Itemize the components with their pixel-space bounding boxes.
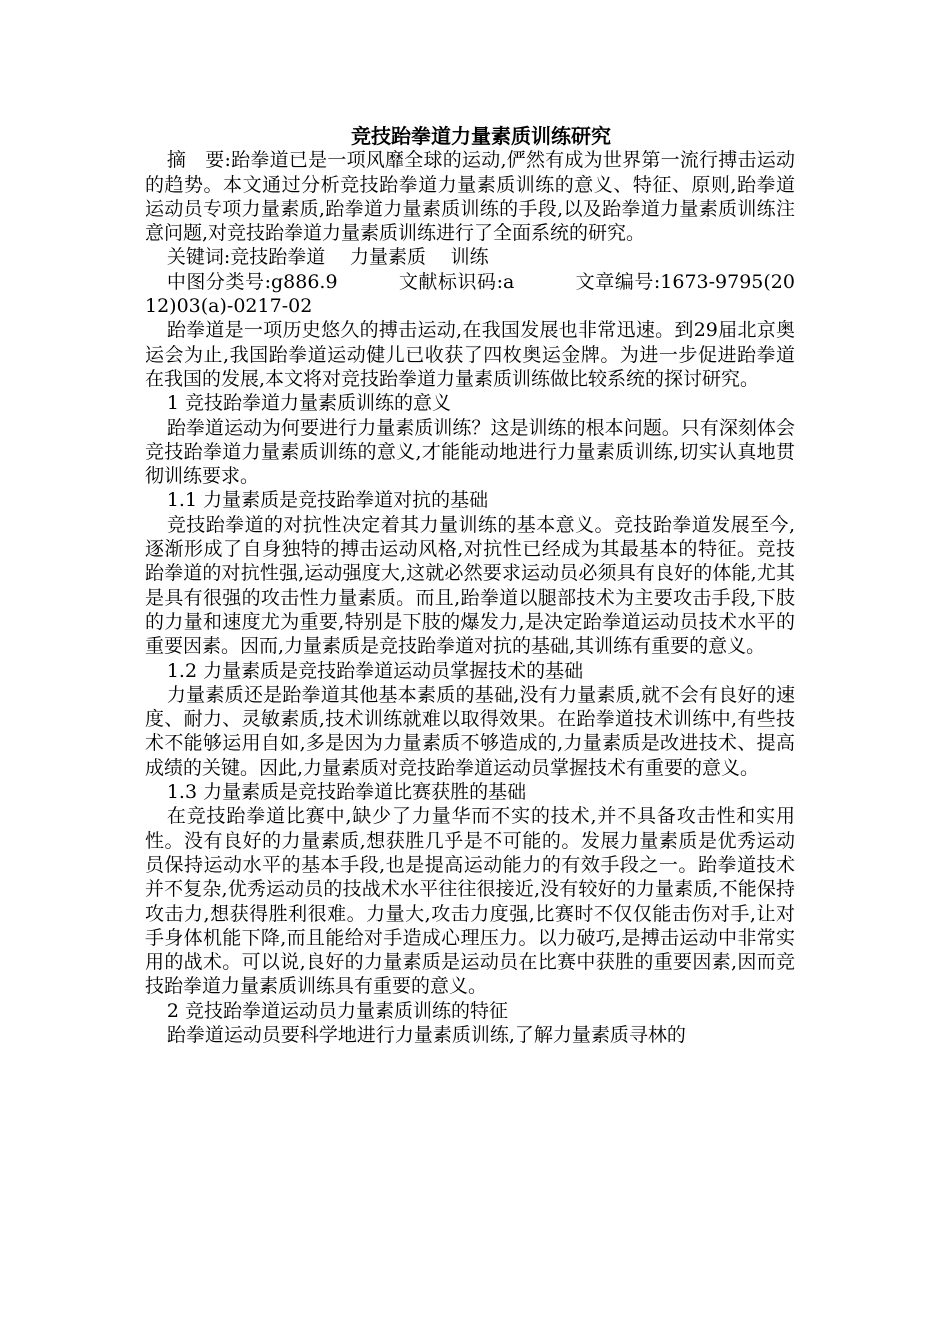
section-1-1-paragraph: 竞技跆拳道的对抗性决定着其力量训练的基本意义。竞技跆拳道发展至今,逐渐形成了自身独特的搏击运动风格,对抗性已经成为其最基本的特征。竞技跆拳道的对抗性强,运动强度大,这就必然要求运动员必须具有良好的体能,尤其是具有很强的攻击性力量素质。而且,跆拳道以腿部技术为主要攻击手段,下肢的力量和速度尤为重要,特别是下肢的爆发力,是决定跆拳道运动员技术水平的重要因素。因而,力量素质是竞技跆拳道对抗的基础,其训练有重要的意义。 — [145, 513, 795, 658]
classification-number: 中图分类号:g886.9 — [166, 270, 338, 293]
document-page — [145, 124, 795, 1047]
keyword-strength: 力量素质 — [349, 246, 426, 269]
document-code: 文献标识码:a — [398, 270, 515, 293]
section-1-2-heading: 1.2 力量素质是竞技跆拳道运动员掌握技术的基础 — [166, 659, 584, 682]
section-1-3-paragraph: 在竞技跆拳道比赛中,缺少了力量华而不实的技术,并不具备攻击性和实用性。没有良好的力量素质,想获胜几乎是不可能的。发展力量素质是优秀运动员保持运动水平的基本手段,也是提高运动能力的有效手段之一。跆拳道技术并不复杂,优秀运动员的技战术水平往往很接近,没有较好的力量素质,不能保持攻击力,想获得胜利很难。力量大,攻击力度强,比赛时不仅仅能击伤对手,让对手身体机能下降,而且能给对手造成心理压力。以力破巧,是搏击运动中非常实用的战术。可以说,良好的力量素质是运动员在比赛中获胜的重要因素,因而竞技跆拳道力量素质训练具有重要的意义。 — [145, 805, 795, 998]
article-number: 文章编号:1673-9795(2012)03(a)-0217-02 — [145, 270, 795, 318]
keywords-label: 关键词:竞技跆拳道 — [166, 246, 326, 269]
section-1-2-paragraph: 力量素质还是跆拳道其他基本素质的基础,没有力量素质,就不会有良好的速度、耐力、灵敏素质,技术训练就难以取得效果。在跆拳道技术训练中,有些技术不能够运用自如,多是因为力量素质不够造成的,力量素质是改进技术、提高成绩的关键。因此,力量素质对竞技跆拳道运动员掌握技术有重要的意义。 — [145, 683, 795, 779]
abstract-paragraph: 摘 要:跆拳道已是一项风靡全球的运动,俨然有成为世界第一流行搏击运动的趋势。本文通过分析竞技跆拳道力量素质训练的意义、特征、原则,跆拳道运动员专项力量素质,跆拳道力量素质训练的手段,以及跆拳道力量素质训练注意问题,对竞技跆拳道力量素质训练进行了全面系统的研究。 — [145, 149, 795, 245]
section-1-heading: 1 竞技跆拳道力量素质训练的意义 — [166, 392, 451, 415]
document-title: 竞技跆拳道力量素质训练研究 — [351, 124, 611, 148]
section-1-paragraph: 跆拳道运动为何要进行力量素质训练？这是训练的根本问题。只有深刻体会竞技跆拳道力量素质训练的意义,才能能动地进行力量素质训练,切实认真地贯彻训练要求。 — [145, 416, 795, 488]
keywords-line — [145, 245, 795, 269]
section-1-3-heading: 1.3 力量素质是竞技跆拳道比赛获胜的基础 — [166, 781, 527, 804]
intro-paragraph: 跆拳道是一项历史悠久的搏击运动,在我国发展也非常迅速。到29届北京奥运会为止,我国跆拳道运动健儿已收获了四枚奥运金牌。为进一步促进跆拳道在我国的发展,本文将对竞技跆拳道力量素质训练做比较系统的探讨研究。 — [145, 319, 795, 390]
keyword-training: 训练 — [450, 246, 489, 269]
section-2-paragraph: 跆拳道运动员要科学地进行力量素质训练,了解力量素质寻林的 — [166, 1023, 686, 1046]
classification-line — [145, 270, 795, 319]
section-1-1-heading: 1.1 力量素质是竞技跆拳道对抗的基础 — [166, 489, 489, 512]
section-2-heading: 2 竞技跆拳道运动员力量素质训练的特征 — [166, 999, 508, 1022]
